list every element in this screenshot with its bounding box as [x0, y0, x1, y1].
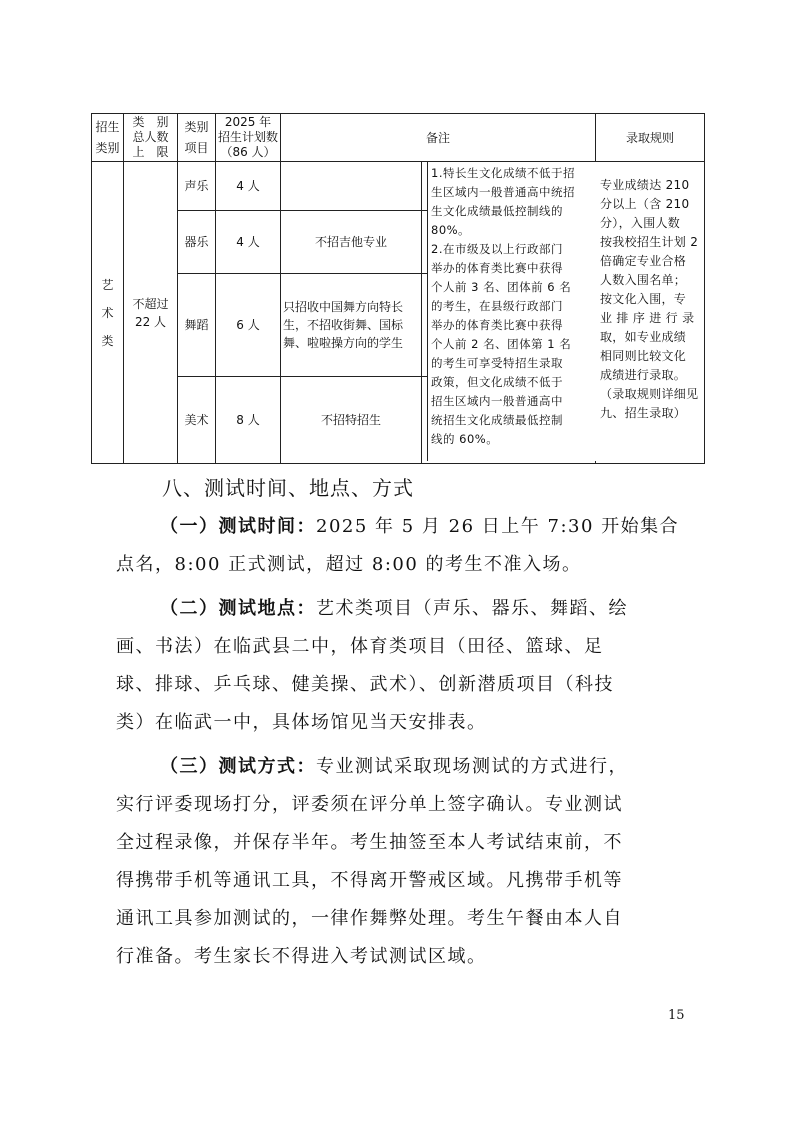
plan-cell: 6 人 [216, 274, 281, 377]
page-number: 15 [668, 1008, 685, 1023]
total-limit-cell: 不超过 22 人 [124, 162, 178, 464]
header-item: 类别 项目 [178, 114, 216, 162]
paragraph-test-location: （二）测试地点：艺术类项目（声乐、器乐、舞蹈、绘 画、书法）在临武县二中，体育类项目（田径、篮球、足 球、排球、乒乓球、健美操、武术）、创新潜质项目（科技 类）在临武一中，具体场馆见当天安排表。 [116, 598, 628, 733]
header-total-limit: 类 别 总人数 上 限 [124, 114, 178, 162]
plan-cell: 4 人 [216, 211, 281, 274]
remark-cell: 不招吉他专业 [281, 211, 596, 274]
admission-rules-cell: 专业成绩达 210 分以上（含 210 分），入围人数 按我校招生计划 2 倍确定专业合格 人数入围名单； 按文化入围，专 业 排 序 进 行 录 取，如专业成绩 相同则比较文化 成绩进行录取。 （录取规则详细见 九、招生录取） [596, 162, 705, 464]
category-cell: 艺 术 类 [92, 162, 124, 464]
header-admission-rules: 录取规则 [596, 114, 705, 162]
paragraph-test-time: （一）测试时间：2025 年 5 月 26 日上午 7:30 开始集合 点名，8:00 正式测试，超过 8:00 的考生不准入场。 [116, 516, 680, 575]
item-cell: 声乐 [178, 162, 216, 211]
admission-plan-table [91, 113, 705, 464]
label-test-location: （二）测试地点： [160, 598, 316, 619]
item-cell: 舞蹈 [178, 274, 216, 377]
paragraph-test-method: （三）测试方式：专业测试采取现场测试的方式进行， 实行评委现场打分，评委须在评分单上签字确认。专业测试 全过程录像，并保存半年。考生抽签至本人考试结束前，不 得携带手机等通讯工具，不得离开警戒区域。凡携带手机等 通讯工具参加测试的，一律作舞弊处理。考生午餐由本人自 行准备。考生家长不得进入考试测试区域。 [116, 756, 628, 967]
section-heading: 八、测试时间、地点、方式 [162, 476, 414, 500]
remark-cell: 只招收中国舞方向特长 生，不招收街舞、国标 舞、啦啦操方向的学生 [281, 274, 596, 377]
item-cell: 器乐 [178, 211, 216, 274]
header-plan-count: 2025 年 招生计划数 （86 人） [216, 114, 281, 162]
note-cell: 1.特长生文化成绩不低于招 生区域内一般普通高中统招 生文化成绩最低控制线的 80%。 2.在市级及以上行政部门 举办的体育类比赛中获得 个人前 3 名、团体前 6 名 的考生，在县级行政部门 举办的体育类比赛中获得 个人前 2 名、团体第 1 名 的考生可享受特招生录取 政策，但文化成绩不低于 招生区域内一般普通高中 统招生文化成绩最低控制 线的 60%。 [427, 162, 600, 461]
table-header-row [92, 114, 705, 162]
label-test-method: （三）测试方式： [160, 756, 316, 777]
header-enroll-category: 招生 类别 [92, 114, 124, 162]
plan-cell: 8 人 [216, 377, 281, 464]
header-remarks: 备注 [281, 114, 596, 162]
plan-cell: 4 人 [216, 162, 281, 211]
table-row [92, 162, 705, 211]
remark-cell: 不招特招生 [281, 377, 596, 464]
label-test-time: （一）测试时间： [160, 516, 316, 537]
item-cell: 美术 [178, 377, 216, 464]
